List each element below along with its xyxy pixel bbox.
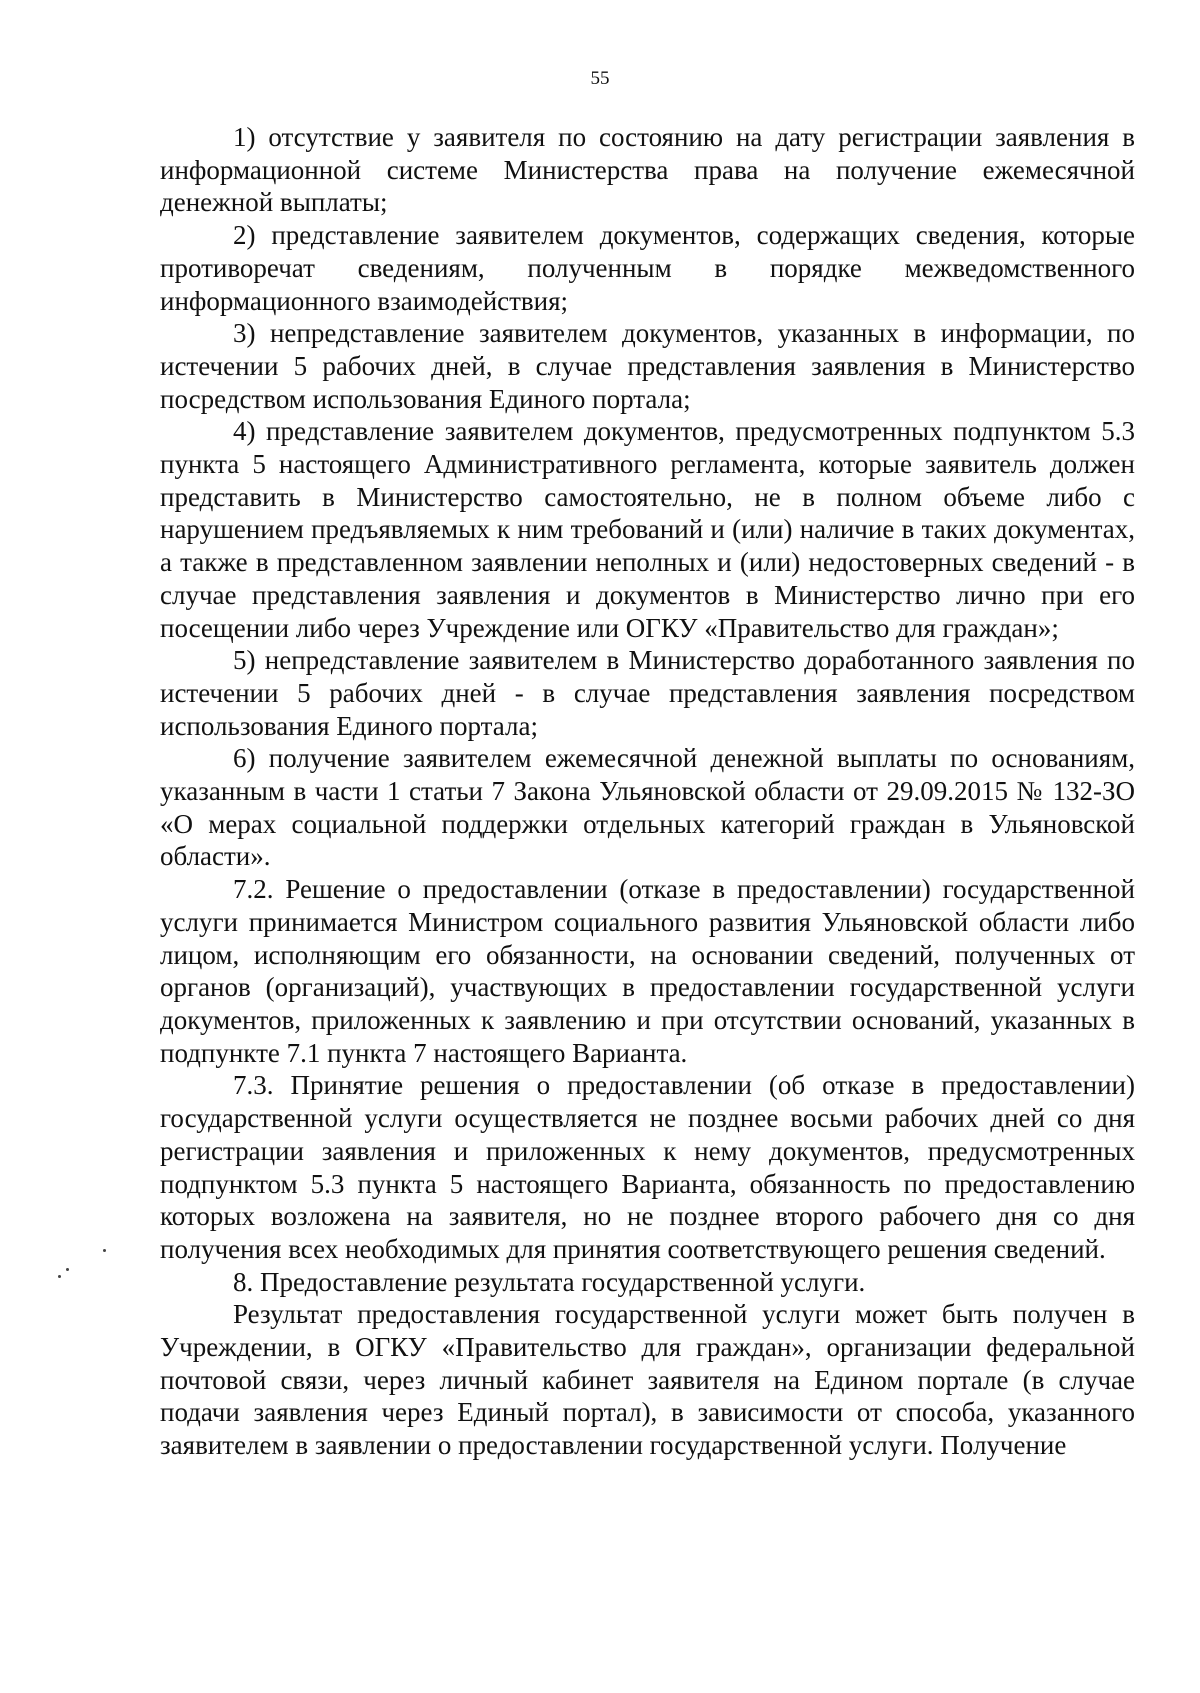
scan-speck	[58, 1275, 61, 1278]
scan-speck	[66, 1268, 69, 1271]
paragraph-item-4: 4) представление заявителем документов, предусмотренных подпунктом 5.3 пункта 5 настоящего Административного регламента, которые заявитель должен представить в Министерство самостоятельно, не в полном объеме либо с нарушением предъявляемых к ним требований и (или) наличие в таких документах, а также в представленном заявлении неполных и (или) недостоверных сведений - в случае представления заявления и документов в Министерство лично при его посещении либо через Учреждение или ОГКУ «Правительство для граждан»;	[160, 416, 1135, 643]
paragraph-item-2: 2) представление заявителем документов, содержащих сведения, которые противоречат сведениям, полученным в порядке межведомственного информационного взаимодействия;	[160, 220, 1135, 316]
paragraph-result: Результат предоставления государственной услуги может быть получен в Учреждении, в ОГКУ «Правительство для граждан», организации федеральной почтовой связи, через личный кабинет заявителя на Едином портале (в случае подачи заявления через Единый портал), в зависимости от способа, указанного заявителем в заявлении о предоставлении государственной услуги. Получение	[160, 1299, 1135, 1461]
paragraph-clause-7-2: 7.2. Решение о предоставлении (отказе в предоставлении) государственной услуги принимается Министром социального развития Ульяновской области либо лицом, исполняющим его обязанности, на основании сведений, полученных от органов (организаций), участвующих в предоставлении государственной услуги документов, приложенных к заявлению и при отсутствии оснований, указанных в подпункте 7.1 пункта 7 настоящего Варианта.	[160, 874, 1135, 1068]
scan-speck	[103, 1249, 106, 1252]
paragraph-item-3: 3) непредставление заявителем документов, указанных в информации, по истечении 5 рабочих дней, в случае представления заявления в Министерство посредством использования Единого портала;	[160, 318, 1135, 414]
paragraph-item-6: 6) получение заявителем ежемесячной денежной выплаты по основаниям, указанным в части 1 статьи 7 Закона Ульяновской области от 29.09.2015 № 132-ЗО «О мерах социальной поддержки отдельных категорий граждан в Ульяновской области».	[160, 743, 1135, 872]
page-number: 55	[590, 68, 610, 89]
paragraph-item-1: 1) отсутствие у заявителя по состоянию на дату регистрации заявления в информационной системе Министерства права на получение ежемесячной денежной выплаты;	[160, 122, 1135, 218]
paragraph-item-5: 5) непредставление заявителем в Министерство доработанного заявления по истечении 5 рабочих дней - в случае представления заявления посредством использования Единого портала;	[160, 645, 1135, 741]
document-body	[160, 121, 1135, 1462]
paragraph-section-8-heading: 8. Предоставление результата государственной услуги.	[233, 1266, 866, 1297]
paragraph-clause-7-3: 7.3. Принятие решения о предоставлении (об отказе в предоставлении) государственной услуги осуществляется не позднее восьми рабочих дней со дня регистрации заявления и приложенных к нему документов, предусмотренных подпунктом 5.3 пункта 5 настоящего Варианта, обязанность по предоставлению которых возложена на заявителя, но не позднее второго рабочего дня со дня получения всех необходимых для принятия соответствующего решения сведений.	[160, 1070, 1135, 1264]
